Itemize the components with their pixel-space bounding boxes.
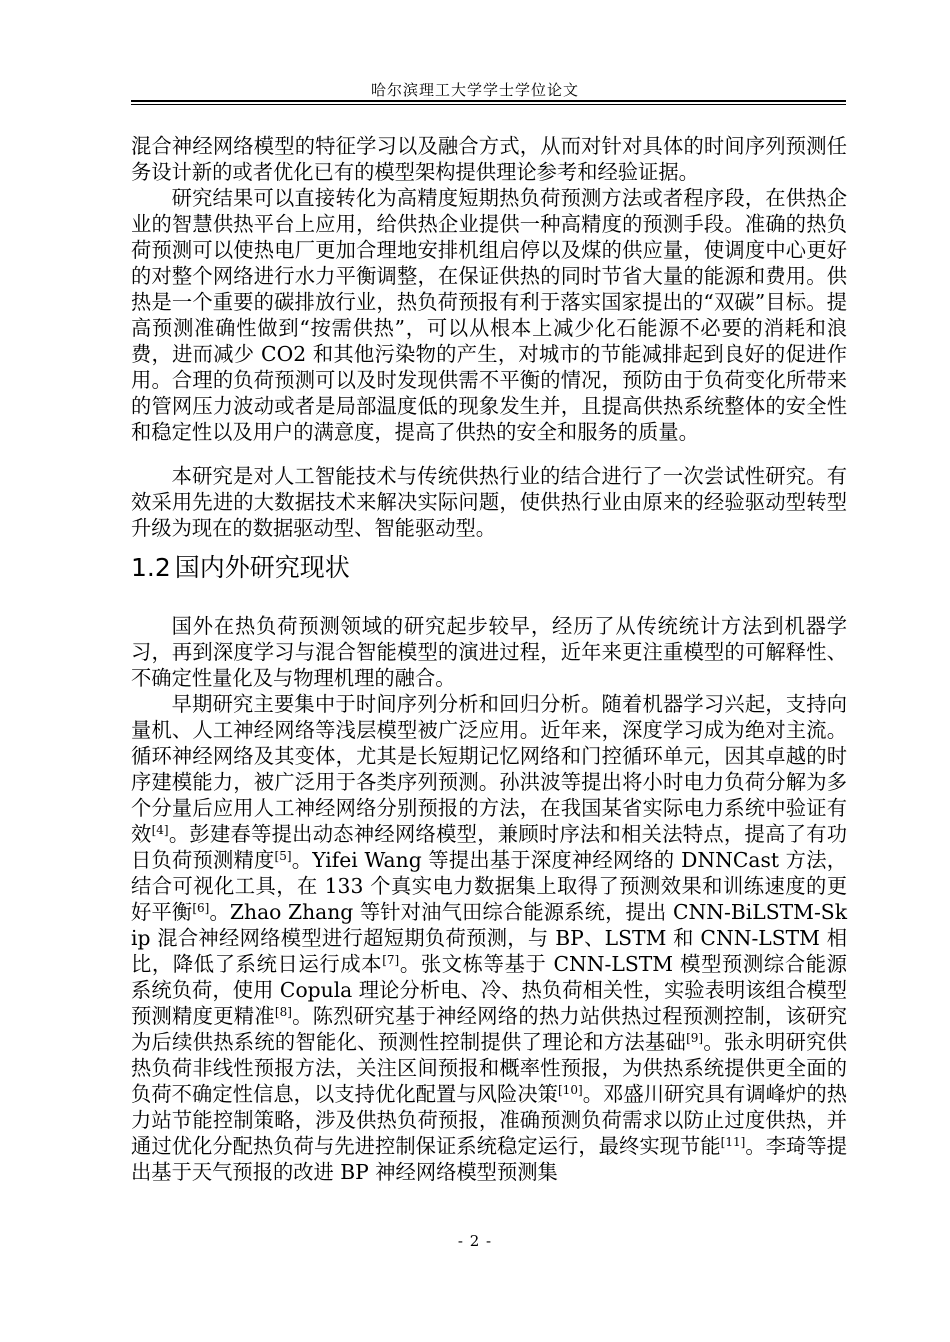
header-rule-thick — [131, 100, 846, 102]
citation-ref: [8] — [274, 1005, 292, 1019]
text-run: 。张文栋等基于 CNN-LSTM 模型预测综合能源系统负荷，使用 Copula 理论分析电、冷、热负荷相关性，实验表明该组合模型预测精度更精准 — [131, 952, 847, 1028]
section-title: 国内外研究现状 — [174, 553, 350, 582]
text-run: 。陈烈研究基于神经网络的热力站供热过程预测控制，该研究为后续供热系统的智能化、预测性控制提供了理论和方法基础 — [131, 1004, 847, 1054]
header-rule-thin — [131, 104, 846, 105]
citation-ref: [10] — [558, 1083, 583, 1097]
paragraph-literature-review — [131, 691, 847, 1185]
running-header-title: 哈尔滨理工大学学士学位论文 — [370, 81, 579, 99]
page-number: - 2 - — [457, 1232, 493, 1250]
citation-ref: [5] — [274, 849, 292, 863]
paragraph-continuation: 混合神经网络模型的特征学习以及融合方式，从而对针对具体的时间序列预测任务设计新的或者优化已有的模型架构提供理论参考和经验证据。 — [131, 134, 847, 184]
text-run: 早期研究主要集中于时间序列分析和回归分析。随着机器学习兴起，支持向量机、人工神经网络等浅层模型被广泛应用。近年来，深度学习成为绝对主流。循环神经网络及其变体，尤其是长短期记忆网络和门控循环单元，因其卓越的时序建模能力，被广泛用于各类序列预测。孙洪波等提出将小时电力负荷分解为多个分量后应用人工神经网络分别预报的方法，在我国某省实际电力系统中验证有效 — [131, 692, 847, 846]
text-run: 。Yifei Wang 等提出基于深度神经网络的 DNNCast 方法，结合可视化工具，在 133 个真实电力数据集上取得了预测效果和训练速度的更好平衡 — [131, 848, 847, 924]
citation-ref: [4] — [151, 823, 169, 837]
paragraph-research-application: 研究结果可以直接转化为高精度短期热负荷预测方法或者程序段，在供热企业的智慧供热平台上应用，给供热企业提供一种高精度的预测手段。准确的热负荷预测可以使热电厂更加合理地安排机组启停以及煤的供应量，使调度中心更好的对整个网络进行水力平衡调整，在保证供热的同时节省大量的能源和费用。供热是一个重要的碳排放行业，热负荷预报有利于落实国家提出的“双碳”目标。提高预测准确性做到“按需供热”，可以从根本上减少化石能源不必要的消耗和浪费，进而减少 CO2 和其他污染物的产生，对城市的节能减排起到良好的促进作用。合理的负荷预测可以及时发现供需不平衡的情况，预防由于负荷变化所带来的管网压力波动或者是局部温度低的现象发生并，且提高供热系统整体的安全性和稳定性以及用户的满意度，提高了供热的安全和服务的质量。 — [131, 186, 847, 444]
section-number: 1.2 — [131, 553, 171, 582]
text-run: 。Zhao Zhang 等针对油气田综合能源系统，提出 CNN-BiLSTM-Skip 混合神经网络模型进行超短期负荷预测，与 BP、LSTM 和 CNN-LSTM 相比，降低了系统日运行成本 — [131, 900, 847, 976]
paragraph-research-significance: 本研究是对人工智能技术与传统供热行业的结合进行了一次尝试性研究。有效采用先进的大数据技术来解决实际问题，使供热行业由原来的经验驱动型转型升级为现在的数据驱动型、智能驱动型。 — [131, 464, 847, 540]
citation-ref: [7] — [382, 953, 400, 967]
text-run: 。彭建春等提出动态神经网络模型，兼顾时序法和相关法特点，提高了有功日负荷预测精度 — [131, 822, 847, 872]
text-run: 。李琦等提出基于天气预报的改进 BP 神经网络模型预测集 — [131, 1134, 847, 1184]
text-run: 。邓盛川研究具有调峰炉的热力站节能控制策略，涉及供热负荷预报，准确预测负荷需求以防止过度供热，并通过优化分配热负荷与先进控制保证系统稳定运行，最终实现节能 — [131, 1082, 847, 1158]
section-heading — [131, 551, 350, 585]
citation-ref: [6] — [192, 901, 210, 915]
paragraph-overview: 国外在热负荷预测领域的研究起步较早，经历了从传统统计方法到机器学习，再到深度学习与混合智能模型的演进过程，近年来更注重模型的可解释性、不确定性量化及与物理机理的融合。 — [131, 614, 847, 690]
citation-ref: [9] — [686, 1031, 704, 1045]
citation-ref: [11] — [720, 1135, 746, 1149]
text-run: 。张永明研究供热负荷非线性预报方法，关注区间预报和概率性预报，为供热系统提供更全面的负荷不确定性信息，以支持优化配置与风险决策 — [131, 1030, 847, 1106]
